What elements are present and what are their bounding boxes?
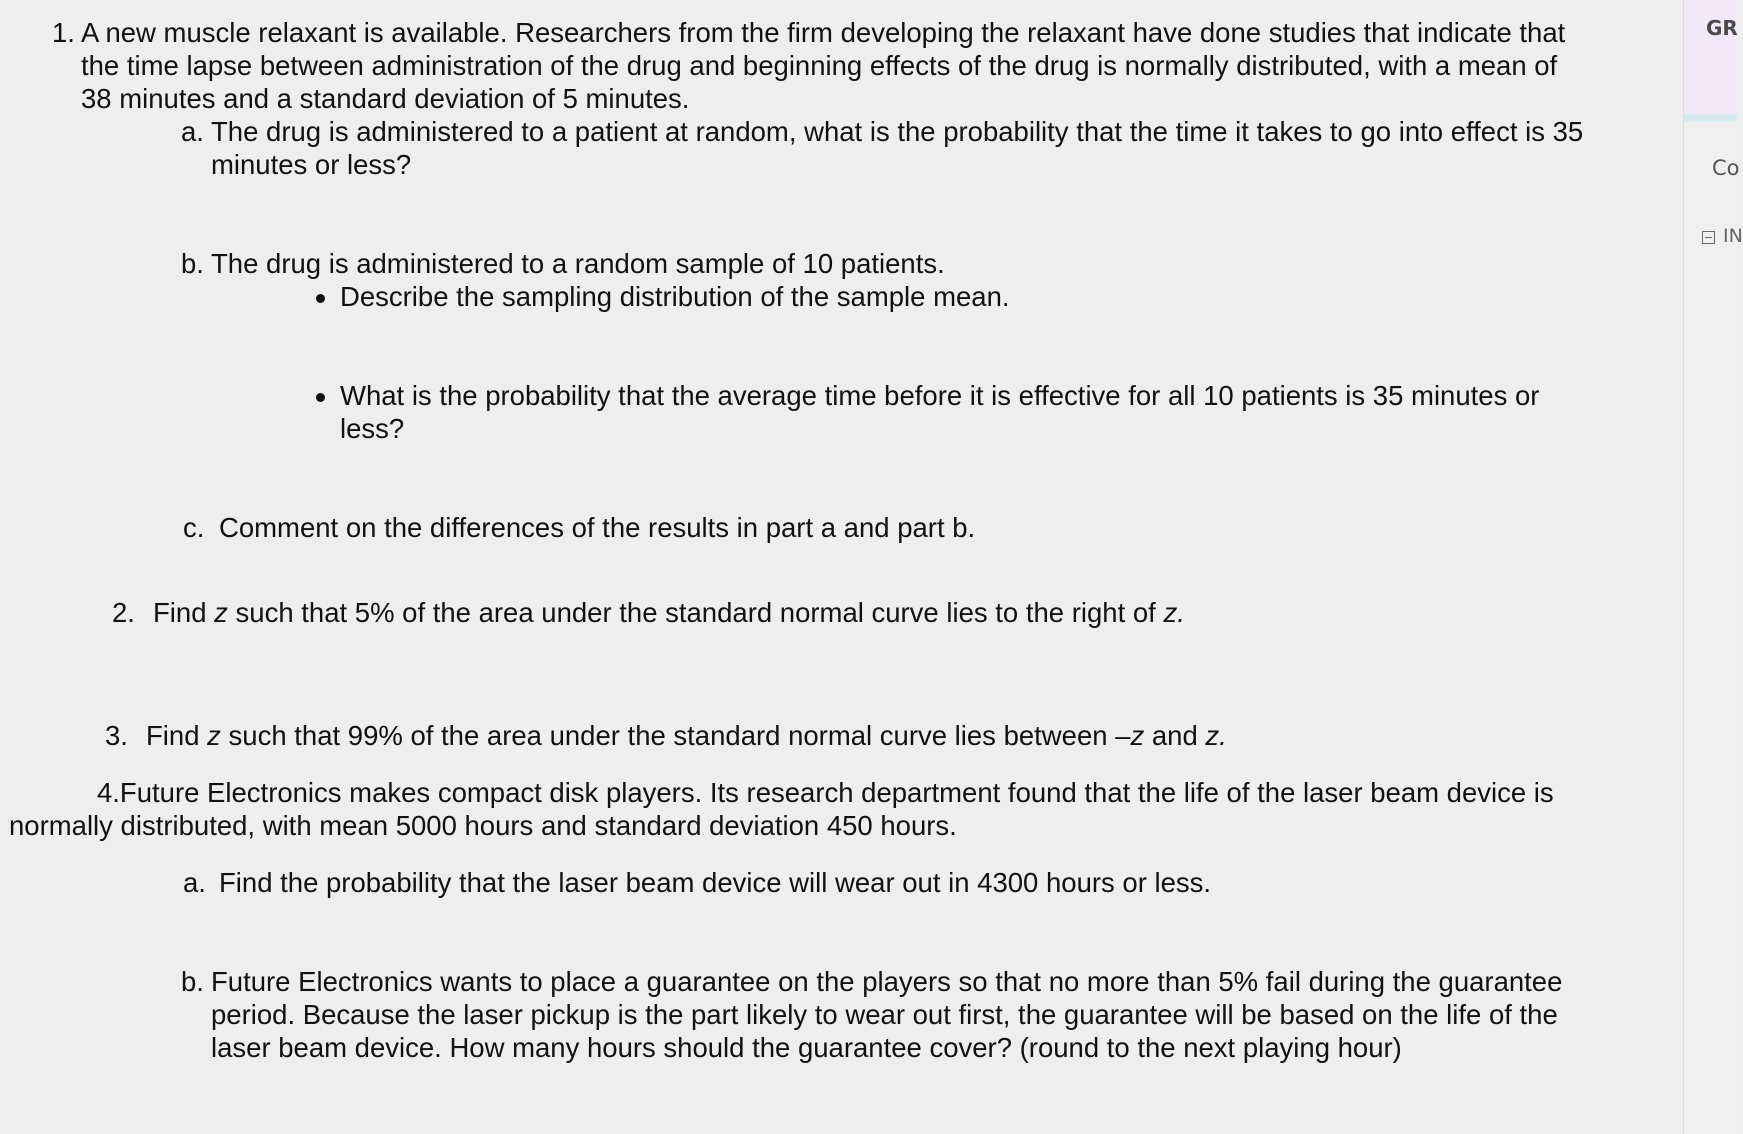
q1a-text-line-1: The drug is administered to a patient at random, what is the probability that the time it takes to go into effect is 35 [211, 116, 1584, 147]
q4b-text-line-1: Future Electronics wants to place a guarantee on the players so that no more than 5% fail during the guarantee [211, 966, 1563, 997]
q1b-bullet-2-text-line-1: What is the probability that the average time before it is effective for all 10 patients is 35 minutes or [340, 380, 1540, 411]
side-panel-item[interactable]: IN [1723, 225, 1743, 247]
q1b-bullet-2-text-line-2: less? [340, 413, 405, 444]
q3-text-mid: such that 99% of the area under the standard normal curve lies between – [220, 720, 1131, 751]
q3-variable-z-end: z. [1205, 720, 1227, 751]
side-panel-header-strip [1684, 114, 1737, 122]
side-panel-header [1684, 0, 1737, 114]
q2-text [153, 596, 1185, 629]
q1a-text-line-2: minutes or less? [211, 149, 412, 180]
q1b-bullet-2 [316, 393, 325, 402]
q2-text-mid: such that 5% of the area under the standard normal curve lies to the right of [227, 597, 1164, 628]
q1-text-line-1: A new muscle relaxant is available. Researchers from the firm developing the relaxant have done studies that indicate that [81, 17, 1566, 48]
q1b-text: The drug is administered to a random sample of 10 patients. [211, 248, 945, 279]
q1c-text: Comment on the differences of the results in part a and part b. [219, 512, 976, 543]
q4a-text: Find the probability that the laser beam device will wear out in 4300 hours or less. [219, 867, 1212, 898]
collapse-icon[interactable] [1702, 231, 1715, 244]
q1b-bullet-1-text: Describe the sampling distribution of the sample mean. [340, 281, 1010, 312]
q1a-letter: a. [181, 116, 204, 147]
q2-variable-z: z [214, 597, 228, 628]
side-panel-label: Co [1712, 156, 1740, 180]
q4a-letter: a. [183, 867, 206, 898]
q2-number: 2. [112, 597, 135, 628]
q3-text-and: and [1144, 720, 1206, 751]
q1-text-line-3: 38 minutes and a standard deviation of 5 minutes. [81, 83, 690, 114]
q4b-letter: b. [181, 966, 204, 997]
q1-number: 1. [52, 17, 75, 48]
q3-variable-z: z [207, 720, 221, 751]
q4b-text-line-2: period. Because the laser pickup is the part likely to wear out first, the guarantee will be based on the life of the [211, 999, 1558, 1030]
q4-text-line-1: 4.Future Electronics makes compact disk players. Its research department found that the life of the laser beam device is [97, 777, 1554, 808]
q1b-letter: b. [181, 248, 204, 279]
q3-text [146, 719, 1227, 752]
q1b-bullet-1 [316, 294, 325, 303]
q4-text-line-2: normally distributed, with mean 5000 hours and standard deviation 450 hours. [9, 810, 957, 841]
q3-variable-neg-z: z [1130, 720, 1145, 751]
q4b-text-line-3: laser beam device. How many hours should the guarantee cover? (round to the next playing hour) [211, 1032, 1402, 1063]
q3-text-pre: Find [146, 720, 208, 751]
side-panel [1683, 0, 1743, 1134]
q1c-letter: c. [183, 512, 205, 543]
q1-text-line-2: the time lapse between administration of the drug and beginning effects of the drug is normally distributed, with a mean of [81, 50, 1558, 81]
side-panel-title: GR [1706, 16, 1738, 40]
q3-number: 3. [105, 720, 128, 751]
q2-text-pre: Find [153, 597, 215, 628]
q2-variable-z-end: z. [1163, 597, 1185, 628]
